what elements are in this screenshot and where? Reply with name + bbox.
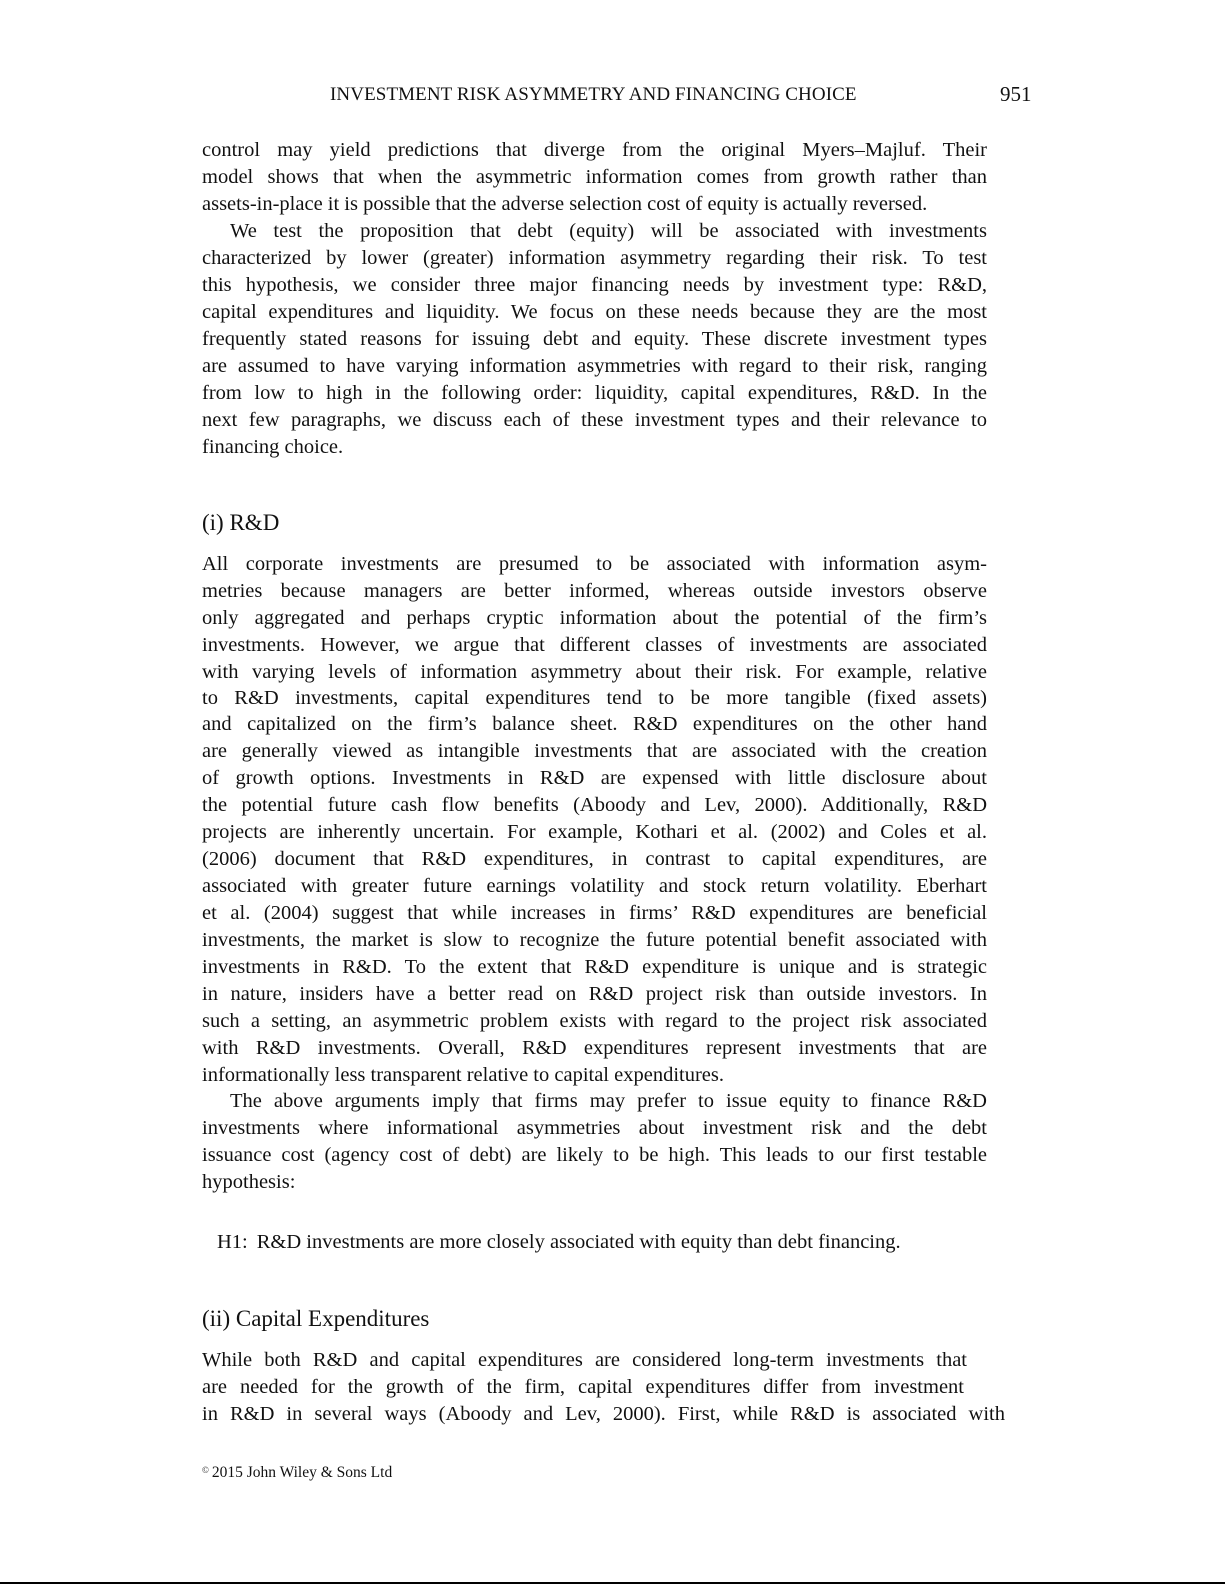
text-line: metries because managers are better informed, whereas outside investors observe (202, 580, 987, 602)
text-line: investments in R&D. To the extent that R&D expenditure is unique and is strategic (202, 956, 987, 978)
copyright-icon: © (202, 1465, 209, 1475)
text-line: and capitalized on the firm’s balance sheet. R&D expenditures on the other hand (202, 713, 987, 735)
text-line: et al. (2004) suggest that while increases in firms’ R&D expenditures are beneficial (202, 902, 987, 924)
text-line: this hypothesis, we consider three major financing needs by investment type: R&D, (202, 274, 987, 296)
hypothesis-text: R&D investments are more closely associated with equity than debt financing. (256, 1231, 901, 1253)
text-line: are generally viewed as intangible investments that are associated with the creation (202, 740, 987, 762)
page-bottom-rule (0, 1582, 1225, 1584)
text-line: All corporate investments are presumed to be associated with information asym- (202, 553, 987, 575)
section-heading-capex: (ii) Capital Expenditures (202, 1306, 430, 1331)
text-line: in nature, insiders have a better read on R&D project risk than outside investors. In (202, 983, 987, 1005)
text-line: control may yield predictions that diverge from the original Myers–Majluf. Their (202, 139, 987, 161)
text-line: capital expenditures and liquidity. We focus on these needs because they are the most (202, 301, 987, 323)
hypothesis-label: H1: (217, 1231, 248, 1253)
running-head (0, 84, 1225, 110)
text-line: in R&D in several ways (Aboody and Lev, 2000). First, while R&D is associated with (202, 1403, 1005, 1425)
text-line: We test the proposition that debt (equity) will be associated with investments (230, 220, 987, 242)
text-line: While both R&D and capital expenditures are considered long-term investments that (202, 1349, 967, 1371)
copyright-notice (202, 1460, 392, 1483)
text-line: investments. However, we argue that different classes of investments are associated (202, 634, 987, 656)
text-line: are assumed to have varying information asymmetries with regard to their risk, ranging (202, 355, 987, 377)
text-line: are needed for the growth of the firm, capital expenditures differ from investment (202, 1376, 964, 1398)
section-heading-rd: (i) R&D (202, 510, 280, 535)
text-line: assets-in-place it is possible that the adverse selection cost of equity is actually reversed. (202, 193, 928, 215)
text-line: model shows that when the asymmetric information comes from growth rather than (202, 166, 987, 188)
text-line: to R&D investments, capital expenditures tend to be more tangible (fixed assets) (202, 687, 987, 709)
text-line: the potential future cash flow benefits (Aboody and Lev, 2000). Additionally, R&D (202, 794, 987, 816)
text-line: next few paragraphs, we discuss each of these investment types and their relevance to (202, 409, 987, 431)
text-line: from low to high in the following order: liquidity, capital expenditures, R&D. In the (202, 382, 987, 404)
text-line: hypothesis: (202, 1171, 296, 1193)
text-line: projects are inherently uncertain. For example, Kothari et al. (2002) and Coles et al. (202, 821, 987, 843)
text-line: of growth options. Investments in R&D are expensed with little disclosure about (202, 767, 987, 789)
text-line: (2006) document that R&D expenditures, in contrast to capital expenditures, are (202, 848, 987, 870)
text-line: issuance cost (agency cost of debt) are likely to be high. This leads to our first testable (202, 1144, 987, 1166)
text-line: The above arguments imply that firms may prefer to issue equity to finance R&D (230, 1090, 987, 1112)
text-line: with R&D investments. Overall, R&D expenditures represent investments that are (202, 1037, 987, 1059)
text-line: with varying levels of information asymmetry about their risk. For example, relative (202, 661, 987, 683)
copyright-text: 2015 John Wiley & Sons Ltd (211, 1464, 393, 1481)
page-number: 951 (1000, 82, 1032, 106)
text-line: investments, the market is slow to recognize the future potential benefit associated with (202, 929, 987, 951)
text-line: informationally less transparent relative to capital expenditures. (202, 1064, 724, 1086)
text-line: only aggregated and perhaps cryptic information about the potential of the firm’s (202, 607, 987, 629)
running-title: INVESTMENT RISK ASYMMETRY AND FINANCING CHOICE (330, 84, 857, 105)
text-line: characterized by lower (greater) information asymmetry regarding their risk. To test (202, 247, 987, 269)
text-line: investments where informational asymmetries about investment risk and the debt (202, 1117, 987, 1139)
text-line: frequently stated reasons for issuing debt and equity. These discrete investment types (202, 328, 987, 350)
text-line: financing choice. (202, 436, 344, 458)
text-line: associated with greater future earnings volatility and stock return volatility. Eberhart (202, 875, 987, 897)
hypothesis-h1 (217, 1229, 901, 1256)
text-line: such a setting, an asymmetric problem exists with regard to the project risk associated (202, 1010, 987, 1032)
